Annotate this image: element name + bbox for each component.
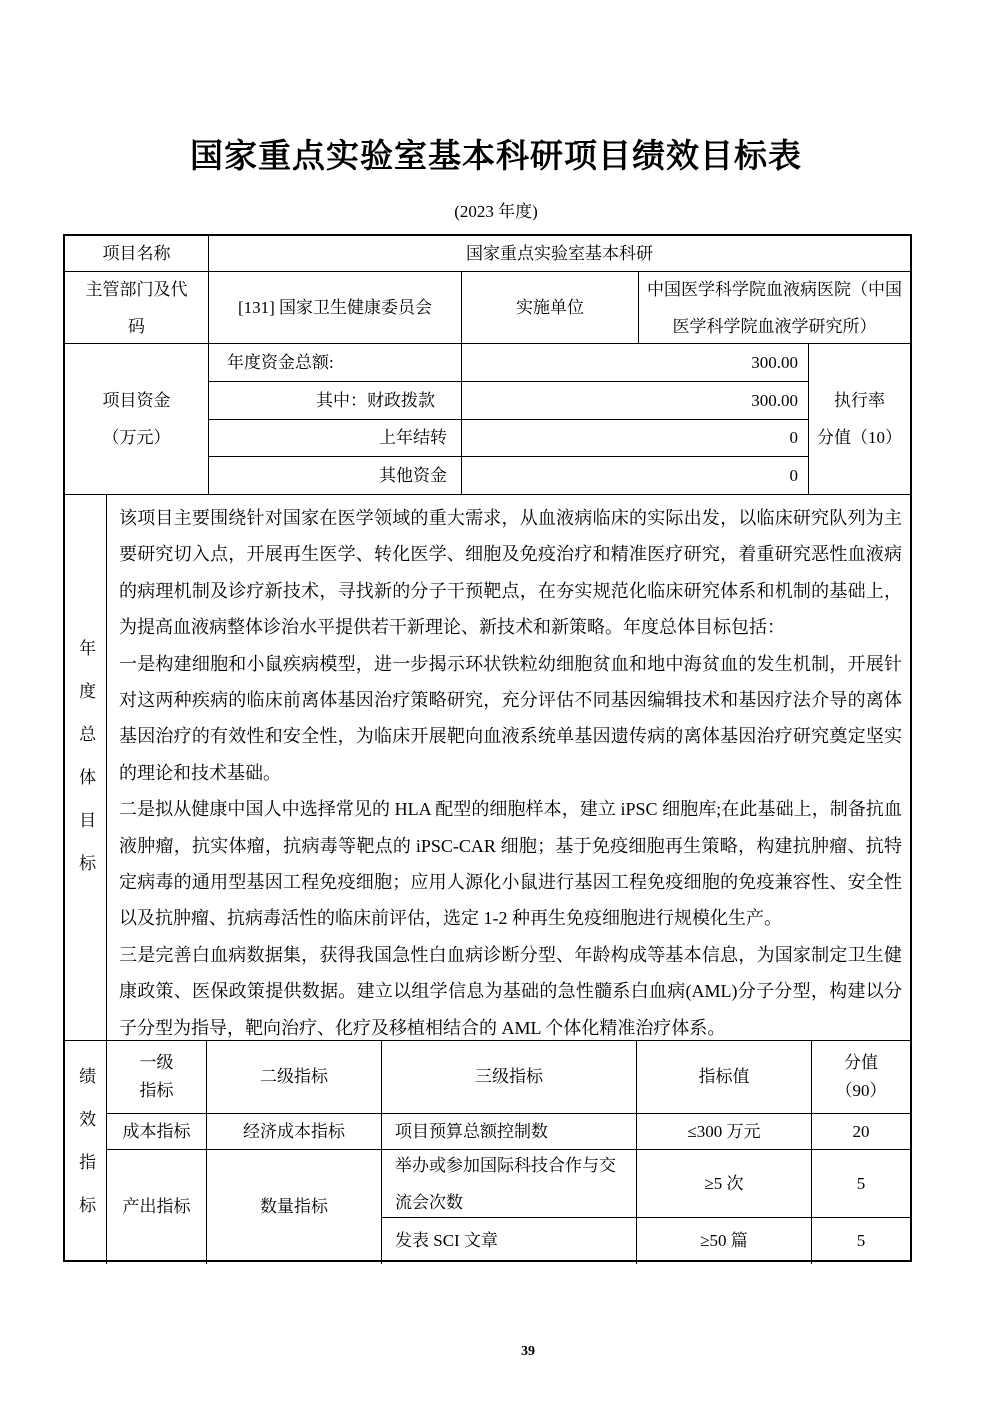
funding-carryover-label: 上年结转 xyxy=(209,420,462,457)
performance-target-table xyxy=(63,234,912,1262)
department-row xyxy=(65,272,910,344)
annual-goals-label: 年度总体目标 xyxy=(65,495,107,1040)
header-level3: 三级指标 xyxy=(382,1041,637,1113)
funding-section xyxy=(65,344,910,495)
indicators-grid xyxy=(107,1041,910,1264)
funding-fiscal-label: 其中：财政拨款 xyxy=(209,382,462,419)
annual-goals-section xyxy=(65,495,910,1041)
page-title: 国家重点实验室基本科研项目绩效目标表 xyxy=(190,139,802,175)
funding-label-line1: 项目资金 xyxy=(102,391,171,410)
project-name-label: 项目名称 xyxy=(65,236,209,271)
output-sci-level3: 发表 SCI 文章 xyxy=(382,1218,637,1264)
cost-indicator-row xyxy=(107,1114,910,1150)
funding-total-label: 年度资金总额: xyxy=(209,344,462,381)
funding-row-total xyxy=(209,344,808,382)
cost-level3: 项目预算总额控制数 xyxy=(382,1114,637,1149)
indicators-section xyxy=(65,1041,910,1264)
page-number: 39 xyxy=(521,1344,535,1359)
project-name-row xyxy=(65,236,910,272)
cost-level2: 经济成本指标 xyxy=(207,1114,382,1149)
execution-rate-line2: 分值（10） xyxy=(817,428,902,447)
output-conference-level3: 举办或参加国际科技合作与交流会次数 xyxy=(382,1150,637,1217)
funding-label xyxy=(65,344,209,494)
indicators-label: 绩效指标 xyxy=(65,1041,107,1264)
page-subtitle: (2023 年度) xyxy=(454,202,538,221)
department-value: [131] 国家卫生健康委员会 xyxy=(209,272,462,343)
funding-row-other xyxy=(209,457,808,494)
funding-other-value: 0 xyxy=(789,466,798,485)
output-sub-rows xyxy=(382,1150,910,1264)
output-row-sci xyxy=(382,1218,910,1264)
impl-unit-label: 实施单位 xyxy=(462,272,639,343)
execution-rate-score xyxy=(809,344,910,494)
goals-paragraph-4: 三是完善白血病数据集，获得我国急性白血病诊断分型、年龄构成等基本信息，为国家制定卫生健康政策、医保政策提供数据。建立以组学信息为基础的急性髓系白血病(AML)分子分型，构建以分子分型为指导，靶向治疗、化疗及移植相结合的 AML 个体化精准治疗体系。 xyxy=(119,944,902,1038)
header-value: 指标值 xyxy=(637,1041,812,1113)
output-level1: 产出指标 xyxy=(107,1150,207,1264)
output-sci-score: 5 xyxy=(856,1231,866,1251)
project-name-value: 国家重点实验室基本科研 xyxy=(466,243,653,263)
header-level1 xyxy=(107,1041,207,1113)
output-row-conference xyxy=(382,1150,910,1218)
funding-fiscal-value: 300.00 xyxy=(751,390,798,410)
goals-paragraph-3: 二是拟从健康中国人中选择常见的 HLA 配型的细胞样本，建立 iPSC 细胞库;在此基础上，制备抗血液肿瘤，抗实体瘤，抗病毒等靶点的 iPSC-CAR 细胞；基于免疫细胞再生策略，构建抗肿瘤、抗特定病毒的通用型基因工程免疫细胞；应用人源化小鼠进行基因工程免疫细胞的免疫兼容性、安全性以及抗肿瘤、抗病毒活性的临床前评估，选定 1-2 种再生免疫细胞进行规模化生产。 xyxy=(119,799,902,929)
funding-row-fiscal xyxy=(209,382,808,420)
header-level2: 二级指标 xyxy=(207,1041,382,1113)
output-sci-value: ≥50 篇 xyxy=(637,1218,812,1264)
output-indicator-rows xyxy=(107,1150,910,1264)
funding-other-label: 其他资金 xyxy=(209,457,462,494)
header-level1-line1: 一级 xyxy=(139,1053,174,1072)
funding-row-carryover xyxy=(209,420,808,458)
header-score-line1: 分值 xyxy=(844,1053,878,1072)
indicators-header-row xyxy=(107,1041,910,1114)
impl-unit-value: 中国医学科学院血液病医院（中国医学科学院血液学研究所） xyxy=(647,279,902,336)
funding-total-value: 300.00 xyxy=(751,352,798,372)
funding-rows xyxy=(209,344,809,494)
execution-rate-line1: 执行率 xyxy=(834,391,885,410)
output-conference-value: ≥5 次 xyxy=(637,1150,812,1217)
output-level2: 数量指标 xyxy=(207,1150,382,1264)
department-label: 主管部门及代码 xyxy=(65,272,209,343)
header-score-line2: （90） xyxy=(835,1081,887,1100)
funding-carryover-value: 0 xyxy=(789,428,798,448)
goals-paragraph-1: 该项目主要围绕针对国家在医学领域的重大需求，从血液病临床的实际出发，以临床研究队列为主要研究切入点，开展再生医学、转化医学、细胞及免疫治疗和精准医疗研究，着重研究恶性血液病的病理机制及诊疗新技术，寻找新的分子干预靶点，在夯实规范化临床研究体系和机制的基础上，为提高血液病整体诊治水平提供若干新理论、新技术和新策略。年度总体目标包括： xyxy=(119,508,902,638)
header-level1-line2: 指标 xyxy=(139,1081,174,1100)
header-score xyxy=(812,1041,910,1113)
cost-value: ≤300 万元 xyxy=(637,1114,812,1149)
cost-level1: 成本指标 xyxy=(107,1114,207,1149)
output-conference-score: 5 xyxy=(856,1174,866,1193)
funding-label-line2: （万元） xyxy=(102,428,171,447)
cost-score: 20 xyxy=(852,1121,870,1141)
annual-goals-text xyxy=(107,495,910,1040)
goals-paragraph-2: 一是构建细胞和小鼠疾病模型，进一步揭示环状铁粒幼细胞贫血和地中海贫血的发生机制，开展针对这两种疾病的临床前离体基因治疗策略研究，充分评估不同基因编辑技术和基因疗法介导的离体基因治疗的有效性和安全性，为临床开展靶向血液系统单基因遗传病的离体基因治疗研究奠定坚实的理论和技术基础。 xyxy=(119,653,902,783)
